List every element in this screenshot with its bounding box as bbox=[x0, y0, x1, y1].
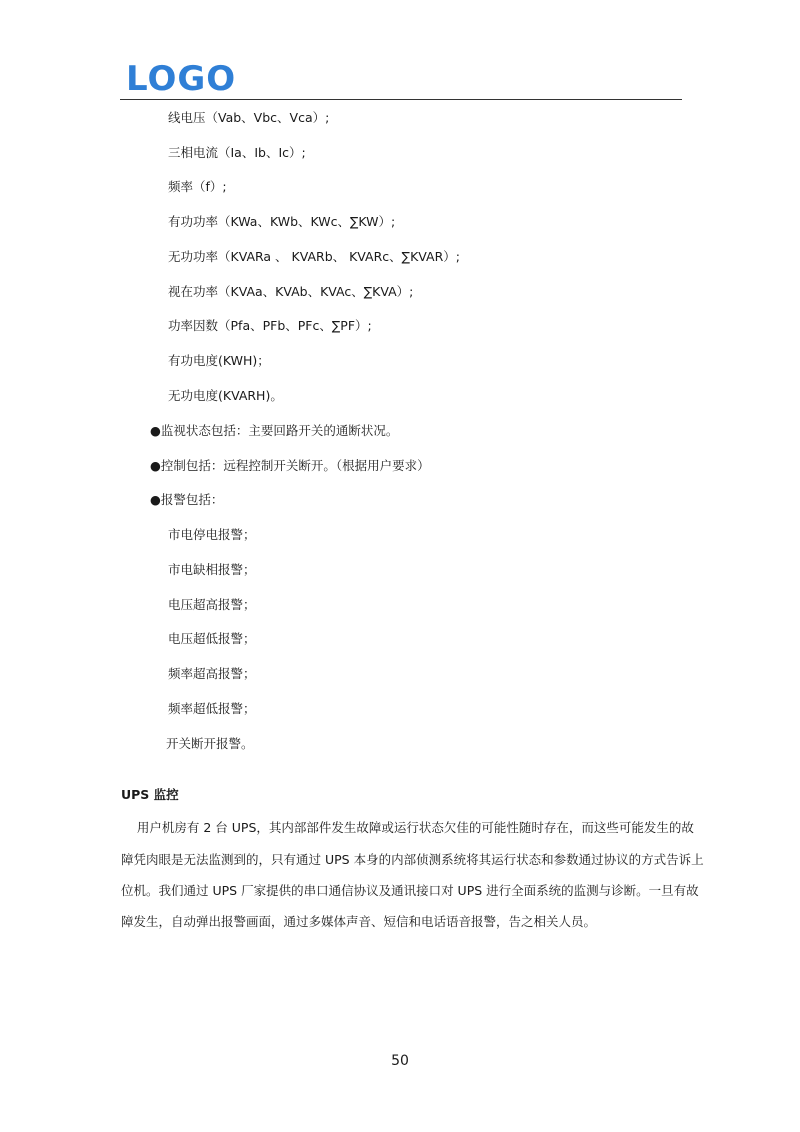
measure-item: 无功功率（KVARa 、 KVARb、 KVARc、∑KVAR）; bbox=[168, 249, 460, 264]
measure-item: 频率（f）; bbox=[168, 179, 227, 194]
measure-item: 有功功率（KWa、KWb、KWc、∑KW）; bbox=[168, 214, 396, 229]
measure-item: 有功电度(KWH)； bbox=[168, 353, 270, 368]
header-rule bbox=[120, 99, 682, 100]
paragraph-line: 障凭肉眼是无法监测到的，只有通过 UPS 本身的内部侦测系统将其运行状态和参数通过协议的方式告诉上 bbox=[121, 852, 704, 867]
paragraph-line: 障发生，自动弹出报警画面，通过多媒体声音、短信和电话语音报警，告之相关人员。 bbox=[121, 914, 597, 929]
measure-item: 无功电度(KVARH)。 bbox=[168, 388, 283, 403]
measure-item: 视在功率（KVAa、KVAb、KVAc、∑KVA）; bbox=[168, 284, 414, 299]
paragraph-line: 用户机房有 2 台 UPS，其内部部件发生故障或运行状态欠佳的可能性随时存在，而这些可能发生的故 bbox=[121, 820, 694, 835]
measure-item: 三相电流（Ia、Ib、Ic）; bbox=[168, 145, 306, 160]
logo: LOGO bbox=[126, 59, 237, 99]
alarm-item: 电压超高报警； bbox=[168, 597, 256, 612]
section-title: UPS 监控 bbox=[121, 787, 179, 802]
paragraph-line: 位机。我们通过 UPS 厂家提供的串口通信协议及通讯接口对 UPS 进行全面系统的监测与诊断。一旦有故 bbox=[121, 883, 699, 898]
bullet-item: ●监视状态包括：主要回路开关的通断状况。 bbox=[150, 423, 399, 438]
alarm-item: 频率超高报警； bbox=[168, 666, 256, 681]
alarm-item: 频率超低报警； bbox=[168, 701, 256, 716]
measure-item: 功率因数（Pfa、PFb、PFc、∑PF）; bbox=[168, 318, 372, 333]
bullet-item: ●报警包括： bbox=[150, 492, 224, 507]
alarm-item: 开关断开报警。 bbox=[166, 736, 254, 751]
alarm-item: 市电缺相报警； bbox=[168, 562, 256, 577]
measure-item: 线电压（Vab、Vbc、Vca）; bbox=[168, 110, 330, 125]
alarm-item: 市电停电报警； bbox=[168, 527, 256, 542]
alarm-item: 电压超低报警； bbox=[168, 631, 256, 646]
page-number: 50 bbox=[391, 1053, 409, 1069]
bullet-item: ●控制包括：远程控制开关断开。（根据用户要求） bbox=[150, 458, 430, 473]
